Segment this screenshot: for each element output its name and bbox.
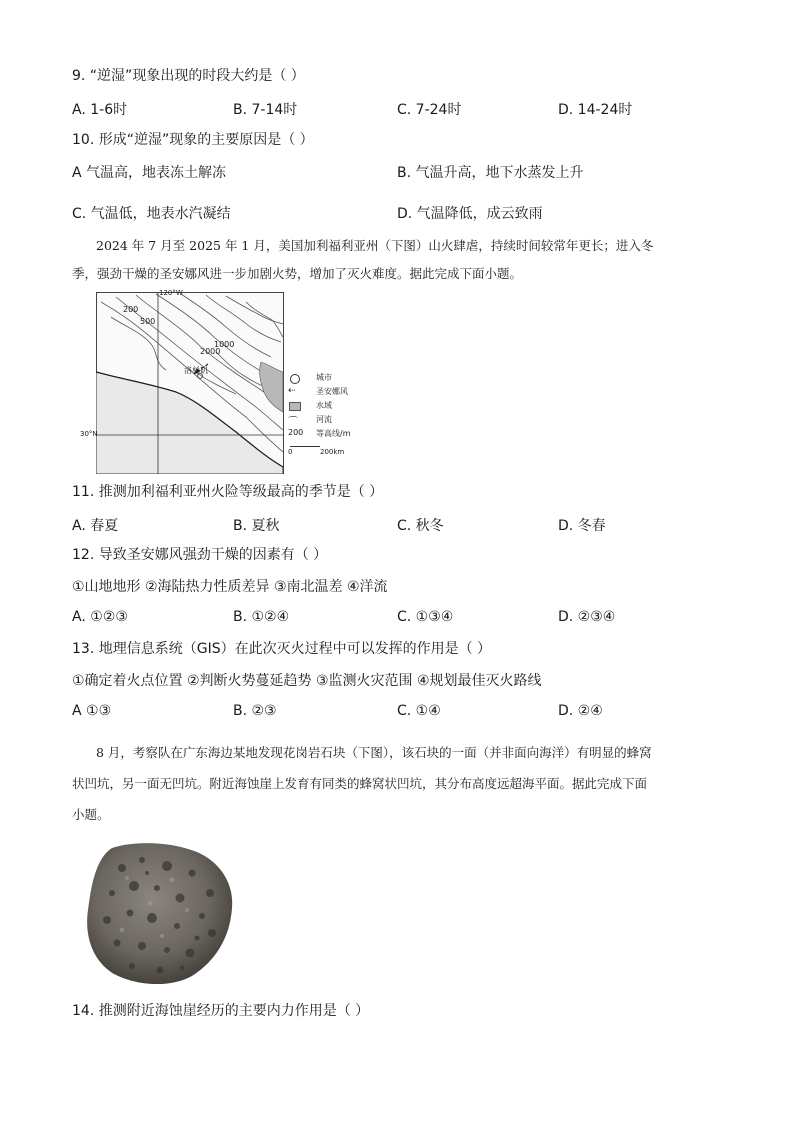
contour-legend-value: 200 bbox=[288, 428, 304, 437]
q11-option-a: A. 春夏 bbox=[72, 518, 119, 534]
q12-option-c: C. ①③④ bbox=[397, 609, 454, 625]
passage1-line2: 季，强劲干燥的圣安娜风进一步加剧火势，增加了灭火难度。据此完成下面小题。 bbox=[72, 266, 523, 281]
q11-stem: 11. 推测加利福利亚州火险等级最高的季节是（ ） bbox=[72, 484, 384, 500]
contour-200: 200 bbox=[123, 305, 139, 314]
q12-option-a: A. ①②③ bbox=[72, 609, 128, 625]
q13-factors: ①确定着火点位置 ②判断火势蔓延趋势 ③监测火灾范围 ④规划最佳灭火路线 bbox=[72, 673, 542, 689]
legend-water: 水域 bbox=[316, 401, 332, 410]
scale-bar bbox=[290, 446, 320, 447]
granite-rock-image bbox=[82, 838, 238, 988]
q9-option-b: B. 7-14时 bbox=[233, 102, 298, 118]
lat-label: 30°N bbox=[80, 430, 98, 438]
q10-option-c: C. 气温低，地表水汽凝结 bbox=[72, 206, 231, 222]
california-map bbox=[80, 289, 351, 474]
q9-option-c: C. 7-24时 bbox=[397, 102, 462, 118]
q9-option-d: D. 14-24时 bbox=[558, 102, 633, 118]
legend-river: 河流 bbox=[316, 415, 332, 424]
passage2-line3: 小题。 bbox=[72, 807, 110, 822]
contour-500: 500 bbox=[140, 317, 156, 326]
passage2-line1: 8 月，考察队在广东海边某地发现花岗岩石块（下图），该石块的一面（并非面向海洋）有明显的蜂窝 bbox=[96, 745, 652, 760]
water-legend-icon bbox=[289, 402, 301, 411]
map-legend bbox=[288, 372, 368, 458]
q12-option-d: D. ②③④ bbox=[558, 609, 616, 625]
q10-option-b: B. 气温升高，地下水蒸发上升 bbox=[397, 165, 584, 181]
q13-option-c: C. ①④ bbox=[397, 703, 441, 719]
q10-option-d: D. 气温降低，成云致雨 bbox=[397, 206, 543, 222]
q12-stem: 12. 导致圣安娜风强劲干燥的因素有（ ） bbox=[72, 547, 328, 563]
legend-city: 城市 bbox=[316, 373, 332, 382]
passage1-line1: 2024 年 7 月至 2025 年 1 月，美国加利福利亚州（下图）山火肆虐，持续时间较常年更长；进入冬 bbox=[96, 238, 654, 253]
q13-option-a: A ①③ bbox=[72, 703, 112, 719]
scale-zero: 0 bbox=[288, 448, 293, 456]
q11-option-d: D. 冬春 bbox=[558, 518, 606, 534]
q9-stem: 9. “逆湿”现象出现的时段大约是（ ） bbox=[72, 68, 305, 84]
q14-stem: 14. 推测附近海蚀崖经历的主要内力作用是（ ） bbox=[72, 1003, 370, 1019]
q12-option-b: B. ①②④ bbox=[233, 609, 290, 625]
q12-factors: ①山地地形 ②海陆热力性质差异 ③南北温差 ④洋流 bbox=[72, 579, 388, 595]
scale-label: 200km bbox=[320, 448, 345, 456]
city-label: 洛杉矶 bbox=[184, 366, 208, 375]
river-legend-icon: ⌒ bbox=[288, 417, 298, 428]
q11-option-b: B. 夏秋 bbox=[233, 518, 280, 534]
lon-label: 120°W bbox=[159, 289, 183, 297]
q11-option-c: C. 秋冬 bbox=[397, 518, 444, 534]
city-legend-icon bbox=[290, 374, 300, 384]
legend-wind: 圣安娜风 bbox=[316, 387, 348, 396]
q13-option-b: B. ②③ bbox=[233, 703, 277, 719]
q9-option-a: A. 1-6时 bbox=[72, 102, 128, 118]
q13-stem: 13. 地理信息系统（GIS）在此次灭火过程中可以发挥的作用是（ ） bbox=[72, 641, 492, 657]
contour-1000: 1000 bbox=[214, 340, 235, 349]
q10-option-a: A 气温高，地表冻土解冻 bbox=[72, 165, 227, 181]
q10-stem: 10. 形成“逆湿”现象的主要原因是（ ） bbox=[72, 132, 314, 148]
wind-legend-icon: ⇠ bbox=[288, 386, 296, 396]
q13-option-d: D. ②④ bbox=[558, 703, 603, 719]
legend-contour: 等高线/m bbox=[316, 429, 351, 438]
passage2-line2: 状凹坑，另一面无凹坑。附近海蚀崖上发育有同类的蜂窝状凹坑，其分布高度远超海平面。据此完成下面 bbox=[72, 776, 648, 791]
contour-2000: 2000 bbox=[200, 347, 221, 356]
